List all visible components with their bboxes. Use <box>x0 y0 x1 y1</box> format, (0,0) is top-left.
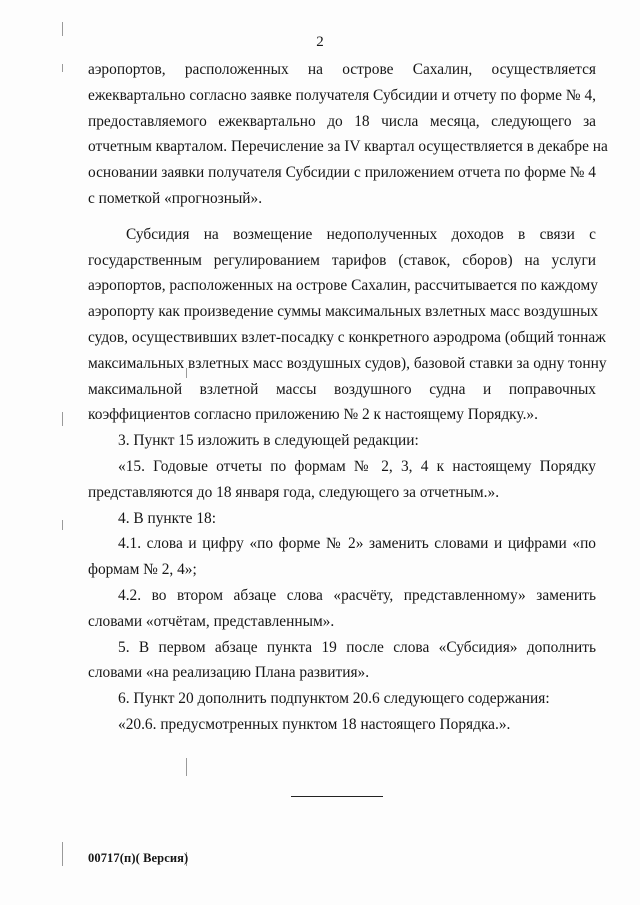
scan-artifact <box>62 412 63 426</box>
text-line: с пометкой «прогнозный». <box>88 189 263 207</box>
text-line: формам № 2, 4»; <box>88 561 197 579</box>
text-line: аэропортов, расположенных на острове Сахалин, осуществляется <box>88 61 596 78</box>
text-line: 4.1. слова и цифру «по форме № 2» заменить словами и цифрами «по <box>118 535 596 553</box>
text-line: аэропорту как произведение суммы максимальных взлетных масс воздушных <box>88 303 599 321</box>
text-line: «20.6. предусмотренных пунктом 18 настоящего Порядка.». <box>118 715 511 733</box>
end-rule-divider <box>291 796 383 797</box>
text-line: основании заявки получателя Субсидии с приложением отчета по форме № 4 <box>88 164 596 182</box>
text-line: «15. Годовые отчеты по формам № 2, 3, 4 к настоящему Порядку <box>118 457 596 475</box>
paragraph-subsidy-calculation <box>88 222 607 428</box>
item-4 <box>88 506 596 532</box>
text-line: предоставляемого ежеквартально до 18 числа месяца, следующего за <box>88 112 596 130</box>
text-line: государственным регулированием тарифов (ставок, сборов) на услуги <box>88 251 596 269</box>
text-line: 4. В пункте 18: <box>118 509 217 527</box>
text-line: Субсидия на возмещение недополученных доходов в связи с <box>126 225 596 243</box>
scan-artifact <box>186 758 187 776</box>
paragraph-continuation <box>88 57 608 212</box>
item-5 <box>88 635 596 687</box>
scan-artifact <box>62 64 63 72</box>
text-line: 5. В первом абзаце пункта 19 после слова «Субсидия» дополнить <box>118 638 596 656</box>
text-line: аэропортов, расположенных на острове Сахалин, рассчитывается по каждому <box>88 277 598 295</box>
text-line: отчетным кварталом. Перечисление за IV квартал осуществляется в декабре на <box>88 138 608 156</box>
text-line: судов, осуществивших взлет-посадку с конкретного аэродрома (общий тоннаж <box>88 328 606 346</box>
subitem-4-2 <box>88 583 596 635</box>
text-line: 6. Пункт 20 дополнить подпунктом 20.6 следующего содержания: <box>118 690 550 708</box>
scan-artifact <box>62 520 63 530</box>
text-line: 4.2. во втором абзаце слова «расчёту, представленному» заменить <box>118 586 596 604</box>
item-3 <box>88 428 596 454</box>
text-line: словами «на реализацию Плана развития». <box>88 664 370 682</box>
document-body <box>88 57 608 738</box>
document-version-code: 00717(п)( Версия) <box>88 851 189 865</box>
text-line: коэффициентов согласно приложению № 2 к настоящему Порядку.». <box>88 406 538 424</box>
scan-artifact <box>62 842 63 866</box>
quoted-item-20-6 <box>88 712 596 738</box>
text-line: представляются до 18 января года, следующего за отчетным.». <box>88 483 500 501</box>
text-line: максимальной взлетной массы воздушного судна и поправочных <box>88 380 596 398</box>
text-line: максимальных взлетных масс воздушных судов), базовой ставки за одну тонну <box>88 354 607 372</box>
text-line: 3. Пункт 15 изложить в следующей редакции: <box>118 432 419 450</box>
text-line: словами «отчётам, представленным». <box>88 612 335 630</box>
quoted-item-15 <box>88 454 596 506</box>
text-line: ежеквартально согласно заявке получателя Субсидии и отчету по форме № 4, <box>88 86 596 104</box>
item-6 <box>88 686 596 712</box>
page-number: 2 <box>316 34 324 50</box>
subitem-4-1 <box>88 531 596 583</box>
